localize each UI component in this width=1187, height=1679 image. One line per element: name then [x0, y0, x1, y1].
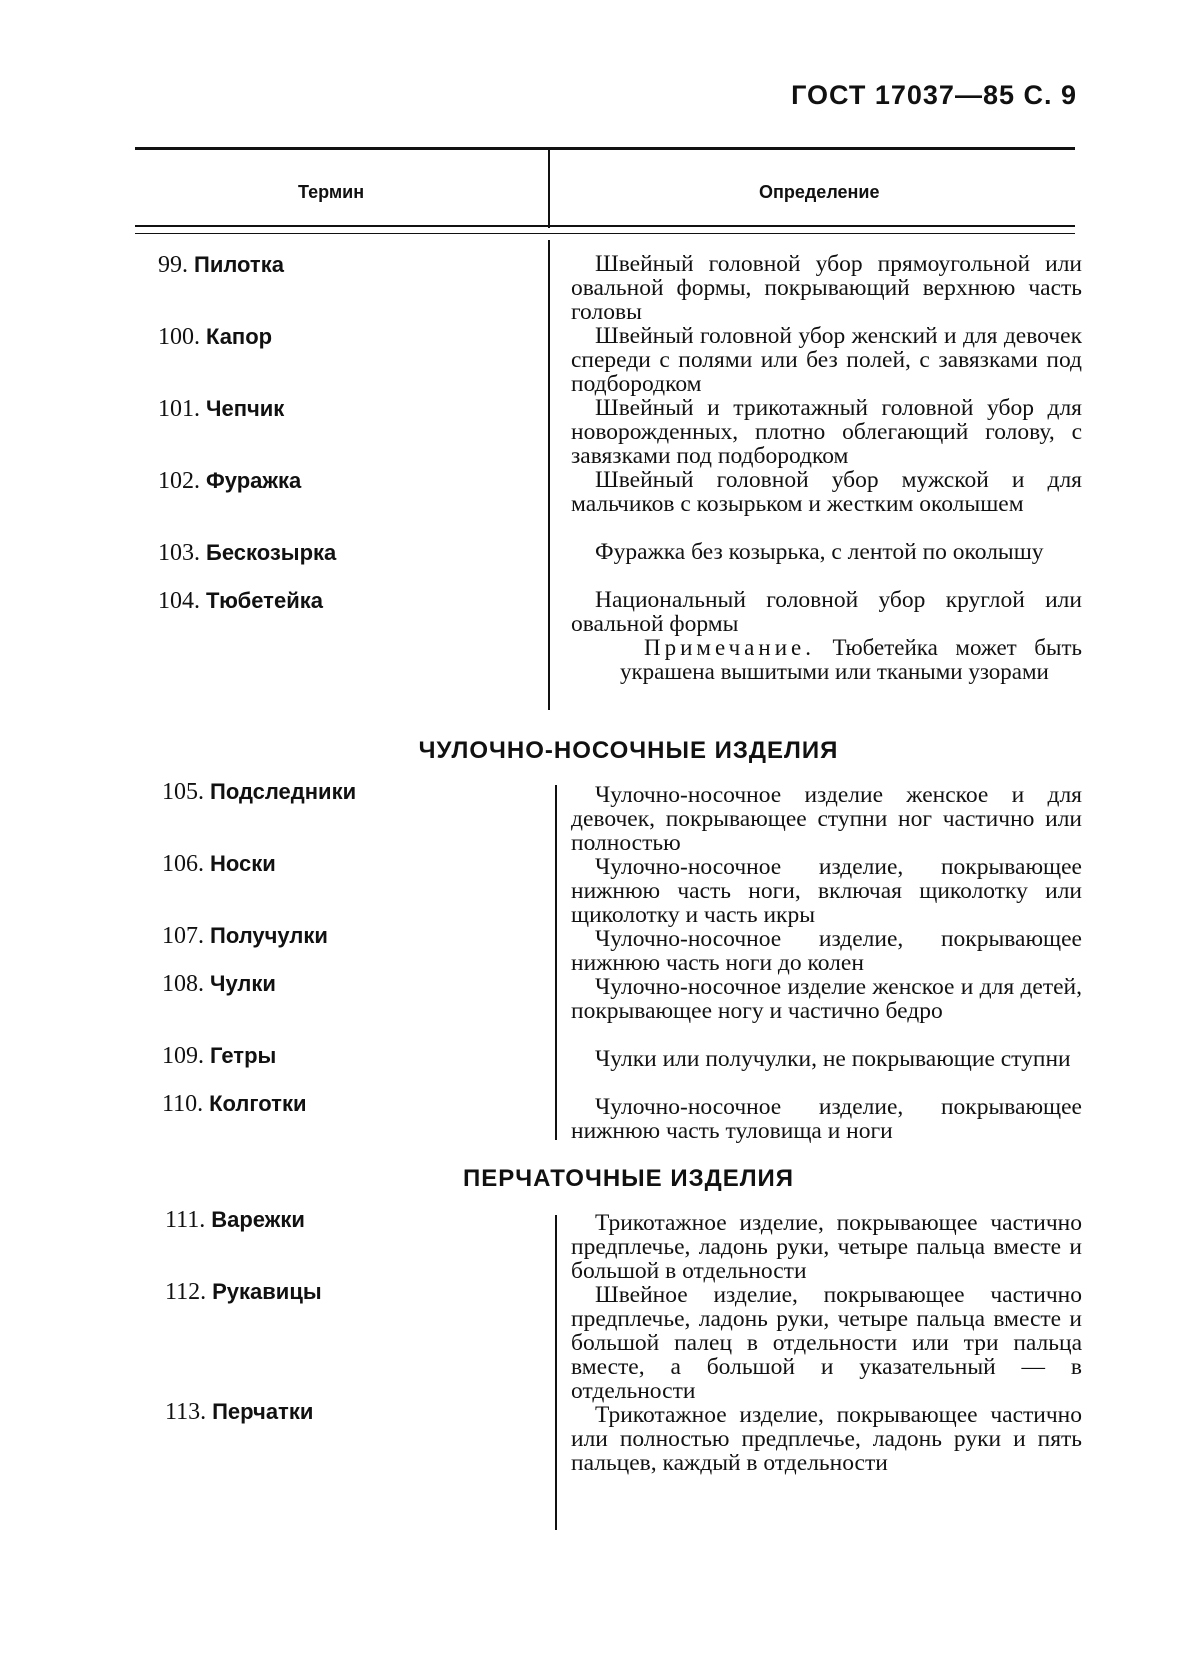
- term-number: 111.: [165, 1207, 206, 1233]
- term-name: Пилотка: [194, 252, 284, 277]
- note-text: Тюбетейка может быть украшена вышитыми или ткаными узорами: [620, 635, 1082, 684]
- term-number: 107.: [162, 923, 204, 949]
- note-label: Примечание.: [644, 635, 815, 660]
- table-row-definition: Швейный головной убор прямоугольной или овальной формы, покрывающий верхнюю часть головы: [571, 251, 1082, 325]
- table-row-term: [158, 468, 301, 495]
- term-number: 102.: [158, 468, 200, 494]
- term-name: Получулки: [210, 923, 328, 948]
- term-number: 101.: [158, 396, 200, 422]
- header-bottom-rule-thin: [135, 233, 1075, 234]
- term-name: Варежки: [211, 1207, 305, 1232]
- term-name: Капор: [206, 324, 273, 349]
- table-row-term: [158, 252, 284, 279]
- column-divider-headwear: [548, 240, 550, 710]
- page-header: ГОСТ 17037—85 С. 9: [791, 80, 1077, 110]
- term-number: 99.: [158, 252, 188, 278]
- table-row-term: [162, 923, 328, 950]
- table-row-definition: Национальный головной убор круглой или овальной формы: [571, 587, 1082, 637]
- column-divider-gloves: [555, 1215, 557, 1530]
- table-row-definition: Швейный головной убор женский и для девочек спереди с полями или без полей, с завязками под подбородком: [571, 323, 1082, 397]
- term-number: 113.: [165, 1399, 207, 1425]
- term-number: 108.: [162, 971, 204, 997]
- table-row-term: [158, 324, 272, 351]
- term-number: 109.: [162, 1043, 204, 1069]
- term-name: Носки: [210, 851, 276, 876]
- term-number: 104.: [158, 588, 200, 614]
- table-row-term: [162, 851, 276, 878]
- term-name: Чулки: [210, 971, 276, 996]
- table-row-definition: Чулочно-носочное изделие женское и для девочек, покрывающее ступни ног частично или полностью: [571, 782, 1082, 856]
- table-row-term: [165, 1207, 305, 1234]
- table-row-term: [165, 1399, 313, 1426]
- table-row-definition: Трикотажное изделие, покрывающее частично или полностью предплечье, ладонь руки и пять пальцев, каждый в отдельности: [571, 1402, 1082, 1476]
- column-divider-hosiery: [555, 785, 557, 1140]
- term-name: Перчатки: [212, 1399, 314, 1424]
- term-number: 112.: [165, 1279, 207, 1305]
- term-name: Фуражка: [206, 468, 302, 493]
- table-row-definition: Чулочно-носочное изделие, покрывающее нижнюю часть ноги до колен: [571, 926, 1082, 976]
- term-name: Подследники: [210, 779, 357, 804]
- table-row-definition: Чулочно-носочное изделие, покрывающее нижнюю часть туловища и ноги: [571, 1094, 1082, 1144]
- section-heading: ЧУЛОЧНО-НОСОЧНЫЕ ИЗДЕЛИЯ: [418, 737, 839, 764]
- table-row-definition: Чулки или получулки, не покрывающие ступни: [595, 1046, 1071, 1072]
- term-name: Чепчик: [206, 396, 285, 421]
- table-row-term: [158, 588, 323, 615]
- table-row-definition: Чулочно-носочное изделие, покрывающее нижнюю часть ноги, включая щиколотку или щиколотку и часть икры: [571, 854, 1082, 928]
- definition-column-heading: Определение: [759, 182, 880, 202]
- table-top-rule: [135, 147, 1075, 150]
- table-row-definition: Чулочно-носочное изделие женское и для детей, покрывающее ногу и частично бедро: [571, 974, 1082, 1024]
- table-row-term: [162, 1043, 276, 1070]
- term-number: 100.: [158, 324, 200, 350]
- term-number: 103.: [158, 540, 200, 566]
- term-name: Рукавицы: [212, 1279, 322, 1304]
- table-row-term: [162, 971, 276, 998]
- term-number: 110.: [162, 1091, 204, 1117]
- table-row-term: [162, 779, 356, 806]
- table-row-definition: Швейный и трикотажный головной убор для новорожденных, плотно облегающий голову, с завязками под подбородком: [571, 395, 1082, 469]
- table-row-term: [158, 396, 284, 423]
- table-row-definition: Фуражка без козырька, с лентой по околышу: [595, 539, 1044, 565]
- term-name: Тюбетейка: [206, 588, 323, 613]
- column-divider-header: [548, 150, 550, 228]
- term-number: 106.: [162, 851, 204, 877]
- term-column-heading: Термин: [298, 182, 365, 202]
- term-name: Колготки: [209, 1091, 307, 1116]
- table-row-term: [162, 1091, 306, 1118]
- table-row-definition: Швейный головной убор мужской и для мальчиков с козырьком и жестким околышем: [571, 467, 1082, 517]
- header-bottom-rule: [135, 225, 1075, 227]
- table-row-note: [620, 636, 1082, 684]
- table-row-term: [165, 1279, 322, 1306]
- table-row-term: [158, 540, 336, 567]
- term-name: Бескозырка: [206, 540, 337, 565]
- table-row-definition: Швейное изделие, покрывающее частично предплечье, ладонь руки, четыре пальца вместе и большой палец в отдельности или три пальца вместе, а большой и указательный — в отдельности: [571, 1282, 1082, 1404]
- section-heading: ПЕРЧАТОЧНЫЕ ИЗДЕЛИЯ: [462, 1165, 795, 1192]
- table-row-definition: Трикотажное изделие, покрывающее частично предплечье, ладонь руки, четыре пальца вместе и большой в отдельности: [571, 1210, 1082, 1284]
- term-number: 105.: [162, 779, 204, 805]
- term-name: Гетры: [210, 1043, 277, 1068]
